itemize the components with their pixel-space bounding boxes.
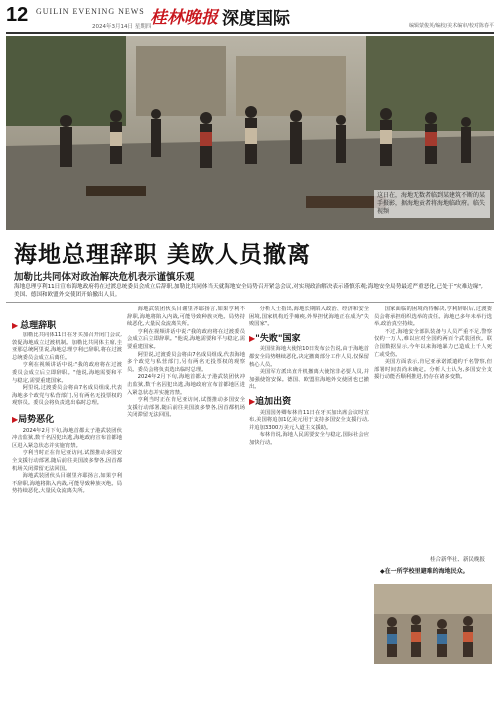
page-header (0, 0, 500, 32)
newspaper-logo: 桂林晚报 (150, 8, 218, 28)
triangle-bullet-icon: ▶ (249, 396, 256, 406)
headline: 海地总理辞职 美欧人员撤离 (14, 242, 312, 268)
section-title: 深度国际 (222, 9, 290, 29)
article-column-1 (12, 332, 122, 718)
paragraph: 2024年2月下旬,海地首都太子港武装团伙冲击监狱,数千名囚犯出逃,海地政府宣布首都地区进入紧急状态并实施宵禁。 (12, 427, 122, 449)
paragraph: 海地武装团伙头目谢里齐耶扬言,如果亨利不辞职,海地将陷入内战,可能导致种族灭绝。局势持续恶化,大量民众流离失所。 (127, 306, 245, 328)
triangle-bullet-icon: ▶ (12, 321, 19, 330)
paragraph: 美国驻海地大使馆10日发布公告说,由于海地首都安全局势继续恶化,决定撤离部分工作人员,仅保留核心人员。 (249, 346, 369, 368)
paragraph: 亨利在视频讲话中说:"我的政府将在过渡委员会成立后立即辞职。"他说,海地需要和平与稳定,需要重建国家。 (12, 362, 122, 384)
section-heading-resignation: ▶ 总理辞职 (12, 321, 57, 331)
paragraph: 亨利当时正在肯尼亚访问,试图推动多国安全支援行动部署,随后前往美国波多黎各,因首都机场关闭滞留无法回国。 (12, 450, 122, 472)
paragraph: 海地武装团伙头目谢里齐耶扬言,如果亨利不辞职,海地将陷入内战,可能导致种族灭绝。局势持续恶化,大量民众流离失所。 (12, 473, 122, 495)
page-number: 12 (6, 4, 29, 26)
inset-caption: ◆在一所学校里避难的海地民众。 (380, 568, 469, 575)
section-heading-deterioration: ▶局势恶化 (12, 414, 55, 425)
paragraph: 2024年2月下旬,海地首都太子港武装团伙冲击监狱,数千名囚犯出逃,海地政府宣布首都地区进入紧急状态并实施宵禁。 (127, 374, 245, 396)
paragraph: 亨利当时正在肯尼亚访问,试图推动多国安全支援行动部署,随后前往美国波多黎各,因首都机场关闭滞留无法回国。 (127, 397, 245, 419)
inset-photo (374, 584, 492, 664)
paragraph: 分析人士指出,海地长期陷入政治、经济和安全困境,国家机构近乎瘫痪,外界担忧海地正在成为"失败国家"。 (249, 306, 369, 328)
article-column-2 (127, 306, 245, 718)
photo-caption: 这日在，海地无数者临到某建筑不断的某手摄影，据海地贡者将海地临政府。临失视频 (374, 190, 490, 218)
paper-name-en: GUILIN EVENING NEWS (36, 7, 145, 16)
editor-credits: 编辑蒙俊英/编校/美术编审/校对陈春平 (408, 23, 494, 29)
paragraph: 美国方面表示,肯尼亚承诺派遣约千名警察,但部署时间表尚未确定。分析人士认为,多国安全支援行动能否顺利推进,仍存在诸多变数。 (374, 359, 492, 381)
paragraph: 加勒比共同体11日在牙买加召开闭门会议,敦促海地成立过渡机制。加勒比共同体主席,圭亚那总统阿里说,海地总理亨利已辞职,将在过渡总统委员会成立后离任。 (12, 332, 122, 361)
paragraph: 亨利在视频讲话中说:"我的政府将在过渡委员会成立后立即辞职。"他说,海地需要和平与稳定,需要重建国家。 (127, 328, 245, 350)
triangle-bullet-icon: ▶ (249, 333, 256, 343)
subheadline: 加勒比共同体对政治解决危机表示谨慎乐观 (14, 272, 195, 283)
header-rule (6, 32, 494, 34)
paragraph: 国家面临的困境尚待解决,亨利辞职后,过渡委员会将承担组织选举的责任。海地已多年未举行选举,政治真空持续。 (374, 306, 492, 328)
paragraph: 阿里说,过渡委员会将由7名成员组成,代表海地多个政党与私营部门,另有两名无投票权的观察员。委员会将负责选出临时总理。 (12, 385, 122, 407)
paragraph: 不过,海地安全部队装备与人员严重不足,警察仅约一万人,难以应对全国约两百个武装团伙。联合国数据显示,今年以来海地暴力已造成上千人死亡或受伤。 (374, 328, 492, 358)
paragraph: 美国军方派出直升机撤离大使馆非必要人员,并加强使馆安保。德国、欧盟驻海地外交使团也已撤出。 (249, 369, 369, 391)
paragraph: 阿里说,过渡委员会将由7名成员组成,代表海地多个政党与私营部门,另有两名无投票权的观察员。委员会将负责选出临时总理。 (127, 351, 245, 373)
lead-rule (6, 302, 494, 303)
paragraph: 美国国务卿布林肯11日在牙买加出席会议时宣布,美国将追加1亿美元用于支持多国安全支援行动,并追加3300万美元人道主义援助。 (249, 409, 369, 431)
source-credit: 桂合新华社、新民晚报 (430, 557, 486, 563)
triangle-bullet-icon: ▶ (12, 414, 19, 424)
issue-date: 2024年3月14日 星期四 (92, 24, 152, 30)
article-column-4 (374, 306, 492, 506)
section-heading-failed-state: ▶"失败"国家 (249, 333, 301, 344)
paragraph: 布林肯说,海地人民需要安全与稳定,国际社会应加快行动。 (249, 432, 369, 446)
lead-paragraph: 海地总理亨利11日宣布海地政府将在过渡总统委员会成立后辞职,加勒比共同体当天就海地安全局势召开紧急会议,对实现政治解决表示谨慎乐观;海地安全局势最近严重恶化,已处于"灾难边缘",美国、德国和欧盟外交使团开始撤出人员。 (14, 284, 483, 298)
section-heading-funding: ▶追加出资 (249, 396, 292, 407)
shelter-scene-image (374, 584, 492, 664)
article-column-3 (249, 306, 369, 718)
